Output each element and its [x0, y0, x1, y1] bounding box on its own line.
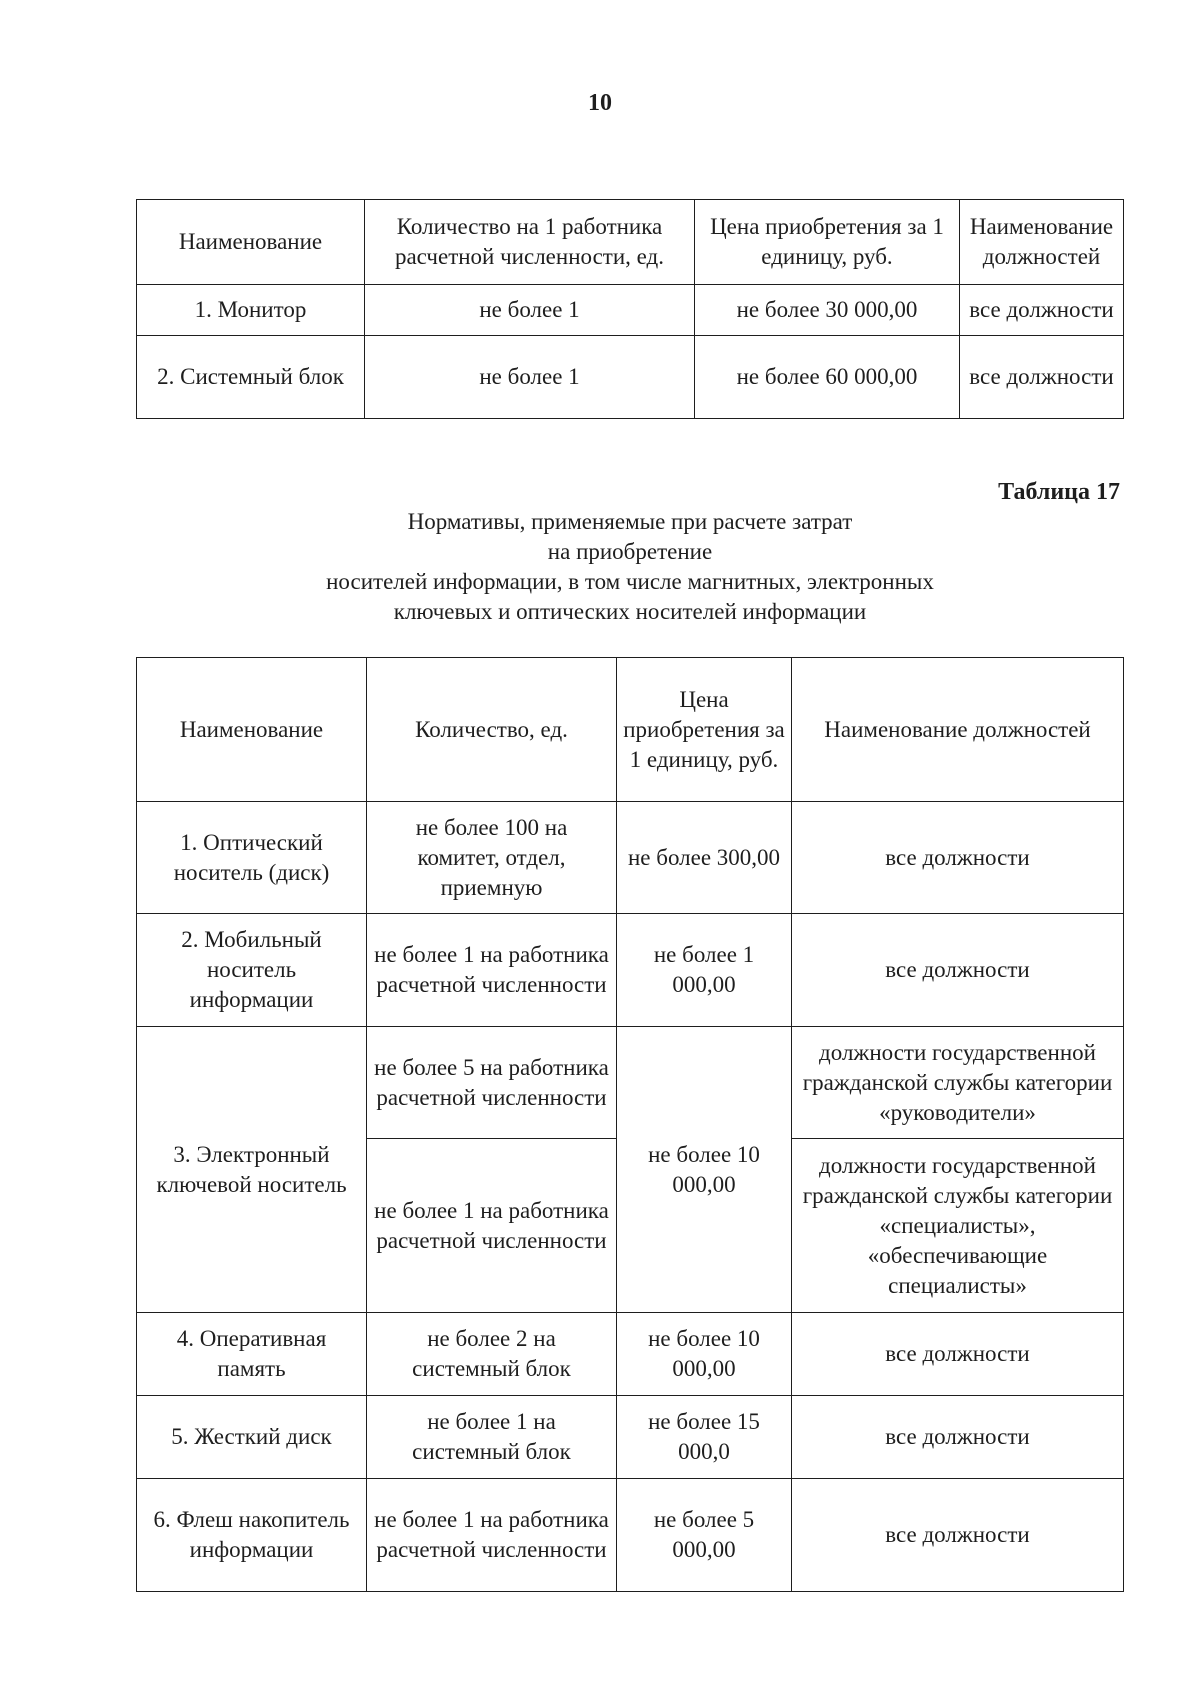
- table-cell: не более 1 на системный блок: [367, 1396, 617, 1479]
- table-row: [137, 1479, 1124, 1592]
- table-cell: не более 5 000,00: [617, 1479, 792, 1592]
- table-cell: должности государственной гражданской службы категории «руководители»: [792, 1027, 1124, 1139]
- header-cell: Наименование: [137, 658, 367, 802]
- caption-line: носителей информации, в том числе магнитных, электронных: [326, 569, 934, 594]
- table-row: [137, 1396, 1124, 1479]
- table-cell: все должности: [792, 802, 1124, 914]
- table-row: [137, 336, 1124, 419]
- caption-line: Нормативы, применяемые при расчете затрат: [407, 509, 853, 534]
- table-cell: не более 1 на работника расчетной численности: [367, 914, 617, 1027]
- header-cell: Количество на 1 работника расчетной численности, ед.: [365, 200, 695, 285]
- table-header-row: [137, 200, 1124, 285]
- header-cell: Наименование должностей: [960, 200, 1124, 285]
- table-cell: 2. Мобильный носитель информации: [137, 914, 367, 1027]
- table-cell: не более 15 000,0: [617, 1396, 792, 1479]
- table-cell: не более 60 000,00: [695, 336, 960, 419]
- header-cell: Цена приобретения за 1 единицу, руб.: [695, 200, 960, 285]
- table-row: [137, 285, 1124, 336]
- table-cell: 1. Оптический носитель (диск): [137, 802, 367, 914]
- table-cell: все должности: [792, 1479, 1124, 1592]
- table-cell: не более 1: [365, 285, 695, 336]
- table-header-row: [137, 658, 1124, 802]
- table-cell: не более 10 000,00: [617, 1027, 792, 1313]
- table-cell: все должности: [792, 1313, 1124, 1396]
- table-cell: 3. Электронный ключевой носитель: [137, 1027, 367, 1313]
- table-row: [137, 802, 1124, 914]
- media-norms-table: [136, 657, 1124, 1592]
- table-cell: не более 2 на системный блок: [367, 1313, 617, 1396]
- table-cell: все должности: [792, 914, 1124, 1027]
- table-cell: должности государственной гражданской службы категории «специалисты», «обеспечивающие специалисты»: [792, 1139, 1124, 1313]
- table-cell: 6. Флеш накопитель информации: [137, 1479, 367, 1592]
- page-number: 10: [588, 90, 612, 116]
- table-cell: все должности: [792, 1396, 1124, 1479]
- table-row: [137, 1027, 1124, 1139]
- table-cell: все должности: [960, 336, 1124, 419]
- table-cell: все должности: [960, 285, 1124, 336]
- table-cell: 2. Системный блок: [137, 336, 365, 419]
- header-cell: Количество, ед.: [367, 658, 617, 802]
- table-cell: не более 1 000,00: [617, 914, 792, 1027]
- table-cell: 4. Оперативная память: [137, 1313, 367, 1396]
- table-cell: не более 5 на работника расчетной численности: [367, 1027, 617, 1139]
- header-cell: Цена приобретения за 1 единицу, руб.: [617, 658, 792, 802]
- table-row: [137, 914, 1124, 1027]
- header-cell: Наименование должностей: [792, 658, 1124, 802]
- header-cell: Наименование: [137, 200, 365, 285]
- table-caption: [0, 507, 1200, 627]
- table-cell: не более 1 на работника расчетной численности: [367, 1479, 617, 1592]
- table-cell: не более 1: [365, 336, 695, 419]
- table-cell: не более 100 на комитет, отдел, приемную: [367, 802, 617, 914]
- equipment-table: [136, 199, 1124, 419]
- table-row: [137, 1313, 1124, 1396]
- caption-line: ключевых и оптических носителей информации: [393, 599, 867, 624]
- table-cell: 1. Монитор: [137, 285, 365, 336]
- table-cell: не более 10 000,00: [617, 1313, 792, 1396]
- table-label: Таблица 17: [998, 479, 1120, 505]
- table-cell: 5. Жесткий диск: [137, 1396, 367, 1479]
- caption-line: на приобретение: [547, 539, 713, 564]
- table-cell: не более 300,00: [617, 802, 792, 914]
- table-cell: не более 1 на работника расчетной численности: [367, 1139, 617, 1313]
- table-cell: не более 30 000,00: [695, 285, 960, 336]
